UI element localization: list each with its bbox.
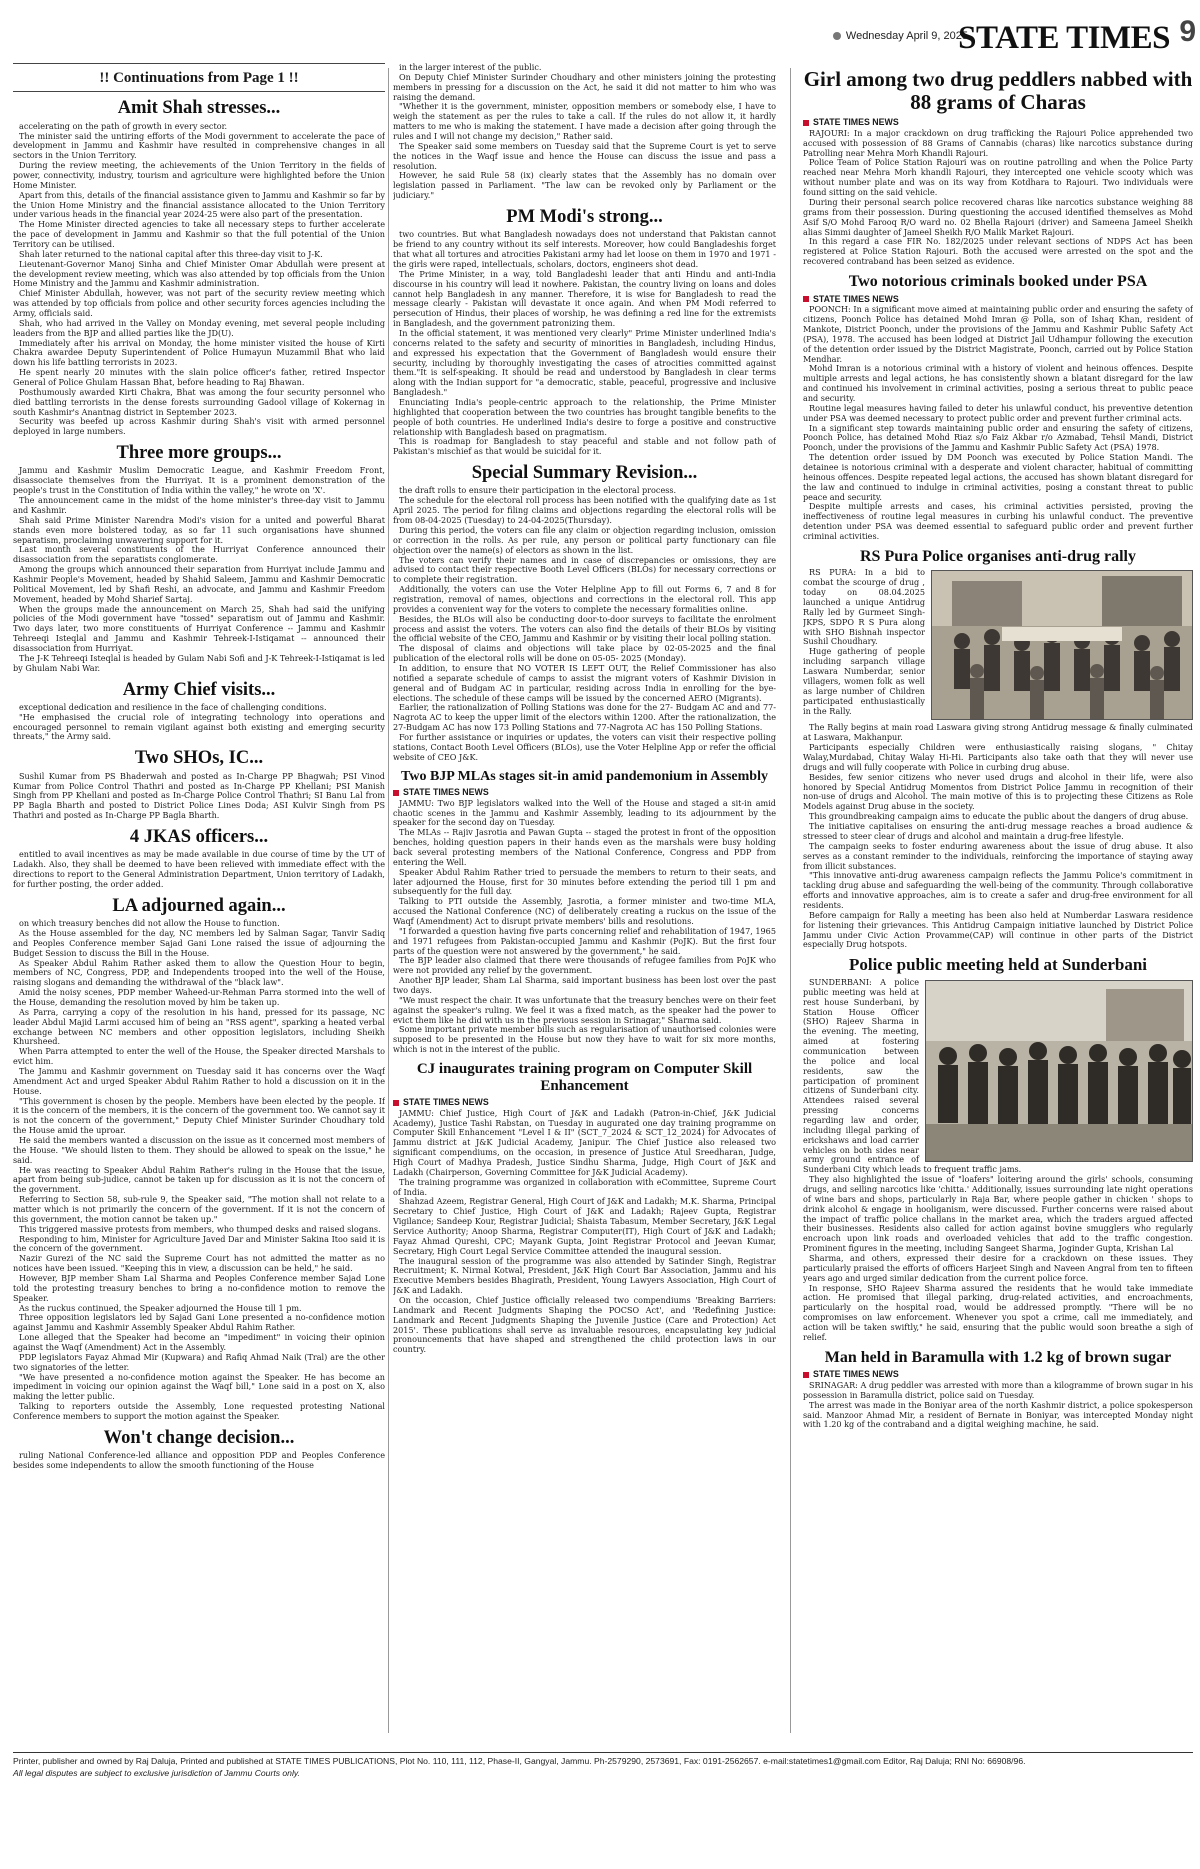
paragraph: Talking to PTI outside the Assembly, Jasrotia, a former minister and two-time MLA, accused the National Conference (NC) of deliberately creating a ruckus on the issue of the Waqf (Amendment) Act to disrupt private members' bills and resolutions. (393, 896, 776, 926)
paragraph: Talking to reporters outside the Assembly, Lone requested protesting National Conference members to support the motion against the Speaker. (13, 1401, 385, 1422)
paragraph: When the groups made the announcement on March 25, Shah had said the unifying policies of the Modi government have "tossed" separatism out of Jammu and Kashmir. Two days later, two more constituents of Hurriyat Conference -- Jammu and Kashmir Tehreeqi Isteqlal and Jammu and Kashmir Tehreek-I-Istiqamat -- announced their disassociation from Hurriyat. (13, 603, 385, 653)
paragraph: "Whether it is the government, minister, opposition members or somebody else, I have to weigh the statement as per the rules to take a call. If the rules do not allow it, it hardly matters to me who is making the statement. I have made a decision after going through the rules and I will not change my decision," Rather said. (393, 101, 776, 142)
paragraph: The MLAs -- Rajiv Jasrotia and Pawan Gupta -- staged the protest in front of the opposition benches, holding question papers in their hands even as the marshals were busy holding back several protesting members of the National Conference, Congress and PDP from entering the Well. (393, 827, 776, 867)
headline-army-chief: Army Chief visits... (122, 679, 276, 700)
square-bullet-icon (803, 120, 809, 126)
square-bullet-icon (393, 1100, 399, 1106)
bullet-icon (833, 32, 841, 40)
paragraph: The disposal of claims and objections will take place by 02-05-2025 and the final publication of the electoral rolls will be done on 05-05- 2025 (Monday). (393, 643, 776, 664)
meeting-group-image (926, 981, 1193, 1162)
headline-three-groups: Three more groups... (116, 443, 282, 464)
paragraph: SRINAGAR: A drug peddler was arrested with more than a kilogramme of brown sugar in his possession in Baramulla district, police said on Tuesday. (803, 1380, 1193, 1400)
paragraph: Sharma, and others, expressed their desire for a crackdown on these issues. They particularly praised the efforts of officers Harjeet Singh and Naveen Angral from ten to fifteen years ago and urged similar dedication from the current police force. (803, 1252, 1193, 1283)
paragraph: The inaugural session of the programme was also attended by Satinder Singh, Registrar Recruitment; K. Nirmal Kotwal, President, J&K High Court Bar Association, Jammu and his Executive Members besides Bhagirath, President, Young Lawyers Association, High Court of J&K and Ladakh. (393, 1255, 776, 1296)
paragraph: However, he said Rule 58 (ix) clearly states that the Assembly has no domain over legislation passed in Parliament. "The law can be revoked only by Parliament or the judiciary." (393, 170, 776, 201)
article-body (393, 486, 776, 762)
paragraph: This is roadmap for Bangladesh to stay peaceful and stable and not follow path of Pakistan's mischief as that would be suicidal for it. (393, 436, 776, 457)
paragraph: Some important private member bills such as regularisation of unauthorised colonies were supposed to be presented in the House but now they have to wait for six more months, which is not in the interest of the public. (393, 1024, 776, 1055)
paragraph: "This government is chosen by the people. Members have been elected by the people. If it is the concern of the members, it is the concern of the government too. We cannot say it is not the concern of the government," Deputy Chief Minister Surinder Choudhary told the House amid the uproar. (13, 1095, 385, 1136)
headline-two-shos: Two SHOs, IC... (134, 748, 264, 769)
paragraph: "He emphasised the crucial role of integrating technology into operations and encouraged personnel to remain vigilant against both existing and emerging security threats," the Army said. (13, 711, 385, 742)
paragraph: RS PURA: In a bid to combat the scourge of drug , today on 08.04.2025 launched a unique Antidrug Rally led by Gurmeet Singh-JKPS, SDPO R S Pura along with SHO Bishnah inspector Sushil Choudhary. (803, 567, 925, 647)
paragraph: During their personal search police recovered charas like narcotics substance weighing 88 grams from their possession. During questioning the accused identified themselves as Mohd Asif S/O Mohd Farooq R/O ward no. 02 Bhella Rajouri (driver) and Sameena Jameel Sheikh alias Simmi daughter of Jameel Sheikh R/O Malik Market Rajouri. (803, 196, 1193, 237)
headline-wont-change: Won't change decision... (103, 1427, 295, 1448)
paragraph: Speaker Abdul Rahim Rather tried to persuade the members to return to their seats, and later adjourned the House, first for 30 minutes before extending the period till 1 pm and subsequently for the full day. (393, 866, 776, 897)
paragraph: POONCH: In a significant move aimed at maintaining public order and ensuring the safety of citizens, Poonch Police has detained Mohd Imran @ Polla, son of Ishaq Khan, resident of Mankote, District Poonch, under the provisions of the Jammu and Kashmir Public Safety Act (PSA), 1978. The accused has been lodged at District Jail Udhampur following the execution of the detention order issued by the District Magistrate, Poonch, carried out by Police Station Mendhar. (803, 304, 1193, 364)
paragraph: This groundbreaking campaign aims to educate the public about the dangers of drug abuse. (809, 811, 1189, 822)
paragraph: For further assistance or inquiries or updates, the voters can visit their respective polling stations, Contact Booth Level Officers (BLOs), use the Voter Helpline App or refer the official website of CEO J&K. (393, 731, 776, 762)
paragraph: As the ruckus continued, the Speaker adjourned the House till 1 pm. (19, 1302, 302, 1313)
paragraph: They also highlighted the issue of "loafers" loitering around the girls' schools, consuming drugs, and selling narcotics like 'chitta.' Additionally, issues surrounding late night operations of wine bars and shops, particularly in Raja Bar, where people gather in chicken ' shops to drink alcohol & engage in hooliganism, were discussed. Further concerns were raised about the impact of traffic police challans in the market area, which the traders argued affected their businesses. Residents also called for action against bovine smugglers who regularly encroach upon link roads and overloaded vehicles that add to the traffic congestion. Prominent figures in the meeting, including Sangeet Sharma, Joginder Gupta, Krishan Lal (803, 1174, 1193, 1254)
paragraph: Immediately after his arrival on Monday, the home minister visited the house of Kirti Chakra awardee Deputy Superintendent of Police Humayun Muzammil Bhat who laid down his life battling terrorists in 2023. (13, 337, 385, 368)
paragraph: ruling National Conference-led alliance and opposition PDP and Peoples Conference besides some independents to allow the smooth functioning of the House (13, 1450, 385, 1471)
paragraph: Among the groups which announced their separation from Hurriyat include Jammu and Kashmir People's Movement, headed by Shahid Saleem, Jammu and Kashmir Democratic Political Movement, led by Shafi Reshi, an advocate, and Jammu and Kashmir Freedom Movement, headed by Mohd Sharief Sartaj. (13, 564, 385, 604)
paragraph: The schedule for the electoral roll process has been notified with the qualifying date as 1st April 2025. The period for filing claims and objections regarding the electoral rolls will be from 08-04-2025 (Tuesday) to 24-04-2025(Thursday). (393, 495, 776, 526)
article-body (13, 466, 385, 673)
article-body (803, 129, 1193, 267)
paragraph: On the occasion, Chief Justice officially released two compendiums 'Breaking Barriers: Landmark and Recent Judgments Shaping the POCSO Act', and 'Redefining Justice: Landmark and Recent Judgments Shaping the Juvenile Justice (Care and Protection) Act 2015'. These publications shall serve as invaluable resources, encapsulating key judicial pronouncements that have shaped and strengthened the child protection laws in our country. (393, 1295, 776, 1355)
paragraph: The detention order issued by DM Poonch was executed by Police Station Mandi. The detainee is notorious criminal with a desperate and violent character, habitual of committing heinous offences. Despite repeated legal actions, the accused has shown blatant disregard for the law and continued to indulge in criminal activities, posing a constant threat to public peace and security. (803, 452, 1193, 502)
square-bullet-icon (803, 1372, 809, 1378)
paragraph: SUNDERBANI: A police public meeting was held at rest house Sunderbani, by Station House Officer (SHO) Rajeev Sharma in the evening. The meeting, aimed at fostering communication between the police and local residents, saw the participation of prominent citizens of Sunderbani city. Attendees raised several pressing concerns regarding law and order, including illegal parking of erickshaws and load carrier vehicles on both sides near army ground entrance of Sunderbani City which leads to frequent traffic jams. (803, 976, 1022, 1175)
paragraph: Shah said Prime Minister Narendra Modi's vision for a united and powerful Bharat stands even more bolstered today, as so far 11 such organisations have shunned separatism, proclaiming unwavering support for it. (13, 514, 385, 545)
article-body (13, 772, 385, 821)
paragraph: On Deputy Chief Minister Surinder Choudhary and other ministers joining the protesting members in pressing for a discussion on the Act, he said it did not matter to him who was raising the demand. (393, 71, 776, 102)
rally-photo (931, 570, 1193, 720)
paragraph: The BJP leader also claimed that there were thousands of refugee families from PoJK who were not provided any relief by the government. (393, 955, 776, 976)
paragraph: Shah later returned to the national capital after this three-day visit to J-K. (19, 248, 323, 259)
paragraph: Chief Minister Abdullah, however, was not part of the security review meeting which was attended by top officials from police and other security forces agencies including the Army, officials said. (13, 288, 385, 318)
paragraph: Jammu and Kashmir Muslim Democratic League, and Kashmir Freedom Front, disassociate themselves from the Hurriyat. It is a prominent demonstration of the people's trust in the Constitution of India within the valley," he wrote on 'X'. (13, 465, 385, 496)
paragraph: the draft rolls to ensure their participation in the electoral process. (399, 485, 677, 496)
rally-crowd-image (932, 571, 1193, 720)
paragraph: Sushil Kumar from PS Bhaderwah and posted as In-Charge PP Bhagwah; PSI Vinod Kumar from Police Control Thathri and posted as In-Charge PP Khellani; PSI Manish Singh from PP Khellani and posted as In-Charge Police Control Thathri; SI Banu Lal from PP Bagla Bharth and posted to District Police Lines Doda; ASI Kulvir Singh from PS Thathri and posted as In-Charge PP Bagla Bharth. (13, 770, 385, 821)
article-body (803, 305, 1193, 542)
paragraph: Lieutenant-Governor Manoj Sinha and Chief Minister Omar Abdullah were present at the development review meeting, which was also attended by top officials from the Union Home Ministry and the Jammu and Kashmir administration. (13, 258, 385, 289)
paragraph: The arrest was made in the Boniyar area of the north Kashmir district, a police spokesperson said. Manzoor Ahmad Mir, a resident of Bernate in Boniyar, was intercepted Monday night with 1.20 kg of the contraband and a digital weighing machine, he said. (803, 1399, 1193, 1430)
byline: STATE TIMES NEWS (393, 1097, 776, 1108)
byline: STATE TIMES NEWS (803, 294, 1193, 305)
article-body (803, 1175, 1193, 1343)
continuations-heading: !! Continuations from Page 1 !! (13, 63, 385, 92)
paragraph: accelerating on the path of growth in every sector. (19, 120, 228, 131)
paragraph: During this period, the voters can file any claim or objection regarding inclusion, omission or correction in the rolls. As per rule, any person or political party functionary can file objection over the name(s) of electors as shown in the list. (393, 524, 776, 555)
paragraph: Nazir Gurezi of the NC said the Supreme Court has not admitted the matter as no notices have been issued. "Keeping this in view, a discussion can be held," he said. (13, 1253, 385, 1274)
headline-drug-peddlers: Girl among two drug peddlers nabbed with 88 grams of Charas (803, 67, 1193, 115)
paragraph: Security was beefed up across Kashmir during Shah's visit with armed personnel deployed in large numbers. (13, 416, 385, 437)
article-body (13, 850, 385, 889)
paragraph: exceptional dedication and resilience in the face of challenging conditions. (19, 701, 327, 712)
paragraph: As Parra, carrying a copy of the resolution in his hand, pressed for its passage, NC leader Abdul Majid Larmi accused him of being an "RSS agent", sparking a heated verbal exchange between NC members and other opposition legislators, including Sheikh Khursheed. (13, 1006, 385, 1047)
paragraph: "We must respect the chair. It was unfortunate that the treasury benches were on their feet against the speaker's ruling. We feel it was a fixed match, as the speaker had the power to evict them like he did with us in the previous session in Srinagar," Sharma said. (393, 994, 776, 1025)
paragraph: RAJOURI: In a major crackdown on drug trafficking the Rajouri Police apprehended two accused with possession of 88 Grams of Cannabis (charas) like narcotics substance during Patrolling near Mehra Morh Khandli Rajouri. (803, 127, 1193, 158)
paragraph: Another BJP leader, Sham Lal Sharma, said important business has been lost over the past two days. (393, 975, 776, 995)
paragraph: Posthumously awarded Kirti Chakra, Bhat was among the four security personnel who died battling terrorists in the dense forests surrounding Gadool village of Kokernag in south Kashmir's Anantnag district in September 2023. (13, 386, 385, 417)
paragraph: The Jammu and Kashmir government on Tuesday said it has concerns over the Waqf Amendment Act and urged Speaker Abdul Rahim Rather to hold a discussion on it in the House. (13, 1065, 385, 1096)
article-body (13, 1451, 385, 1471)
article-body (13, 122, 385, 438)
paragraph: The Speaker said some members on Tuesday said that the Supreme Court is yet to serve the notices in the Waqf issue and hence the House can discuss the issue and pass a resolution. (393, 140, 776, 171)
byline: STATE TIMES NEWS (803, 117, 1193, 128)
headline-amit-shah: Amit Shah stresses... (117, 98, 281, 119)
square-bullet-icon (803, 296, 809, 302)
paragraph: JAMMU: Two BJP legislators walked into the Well of the House and staged a sit-in amid chaotic scenes in the Jammu and Kashmir Assembly, leading to its adjournment by the speaker for the second day on Tuesday. (393, 797, 776, 828)
paragraph: He was reacting to Speaker Abdul Rahim Rather's ruling in the House that the issue, apart from being sub-judice, cannot be taken up for discussion as it is not the concern of the government. (13, 1164, 385, 1195)
paragraph: The Prime Minister, in a way, told Bangladeshi leader that anti Hindu and anti-India discourse in his country will lead it nowhere. Pakistan, the country living on loans and doles cannot help Bangladesh in any manner. Therefore, it is wise for Bangladesh to read the message clearly - Pakistan will devastate it once again. And when PM Modi referred to persecution of Hindus, their places of worship, he was defining a red line for the extremists in Bangladesh, and the government patronizing them. (393, 268, 776, 329)
paragraph: In addition, to ensure that NO VOTER IS LEFT OUT, the Relief Commissioner has also notified a separate schedule of camps to assist the migrant voters of Kashmir Division in general and of Budgam AC in particular, residing across India in enrolling for the bye-elections. The schedule of these camps will be issued by the concerned AERO (Migrants). (393, 662, 776, 703)
paragraph: He said the members wanted a discussion on the issue as it concerned most members of the House. "We should listen to them. They should be allowed to speak on the issue," he said. (13, 1134, 385, 1165)
paragraph: Last month several constituents of the Hurriyat Conference announced their disassociation from the separatists conglomerate. (13, 544, 385, 565)
headline-la-adjourned: LA adjourned again... (112, 895, 286, 916)
article-body (803, 723, 1193, 950)
paragraph: JAMMU: Chief Justice, High Court of J&K and Ladakh (Patron-in-Chief, J&K Judicial Academy), Justice Tashi Rabstan, on Tuesday in augurated one day training programme on Computer Skill Enhancement "Level I & II" (SCT_7_2024 & SCT_12_2024) for Advocates of Jammu district at J&K Judicial Academy, Janipur. The Chief Justice also released two significant compendiums, on the occasion, in presence of Justice Atul Sreedharan, Judge, High Court of Madhya Pradesh, Justice Sindhu Sharma, Judge, High Court of J&K and Ladakh (Chairperson, Governing Committee for J&K Judicial Academy). (393, 1107, 776, 1177)
paragraph: Huge gathering of people including sarpanch village Laswara Numberdar, senior villagers, women folk as well as large number of Children participated enthusiastically in the Rally. (803, 646, 925, 716)
paragraph: PDP legislators Fayaz Ahmad Mir (Kupwara) and Rafiq Ahmad Naik (Tral) are the other two signatories of the letter. (13, 1351, 385, 1372)
column-continuations (13, 63, 385, 1738)
headline-cj-training: CJ inaugurates training program on Computer Skill Enhancement (416, 1061, 753, 1094)
paragraph: Besides, the BLOs will also be conducting door-to-door surveys to facilitate the enrolment process and assist the voters. The voters can also find the details of their BLOs by visiting the official website of the CEO, Jammu and Kashmir or by visiting their local polling station. (393, 613, 776, 644)
paragraph: "We have presented a no-confidence motion against the Speaker. He has become an impediment in voicing our opinion against the Waqf bill," Lone said in a post on X, also making the letter public. (13, 1371, 385, 1402)
article-body (393, 1109, 776, 1355)
edition-date: Wednesday April 9, 2025 (833, 30, 968, 43)
paragraph: The voters can verify their names and in case of discrepancies or omissions, they are advised to contact their respective Booth Level Officers (BLOs) for necessary corrections or to complete their registration. (393, 554, 776, 585)
paragraph: However, BJP member Sham Lal Sharma and Peoples Conference member Sajad Lone told the protesting treasury benches to bring a no-confidence motion to remove the Speaker. (13, 1273, 385, 1303)
paragraph: The minister said the untiring efforts of the Modi government to accelerate the pace of development in Jammu and Kashmir have resulted in comprehensive changes in all sectors in the Union Territory. (13, 130, 385, 161)
paragraph: The training programme was organized in collaboration with eCommittee, Supreme Court of India. (393, 1176, 776, 1197)
byline: STATE TIMES NEWS (803, 1369, 1193, 1380)
article-body (393, 230, 776, 457)
column-middle (393, 63, 776, 1738)
paragraph: Despite multiple arrests and cases, his criminal activities persisted, proving the ineffectiveness of routine legal measures in curbing his unlawful conduct. The preventive detention under PSA was deemed essential to safeguard public order and prevent further criminal activities. (803, 501, 1193, 542)
paragraph: Lone alleged that the Speaker had become an "impediment" in voicing their opinion against the Waqf (Amendment) Act in the Assembly. (13, 1332, 385, 1353)
paragraph: Responding to him, Minister for Agriculture Javed Dar and Minister Sakina Itoo said it is the concern of the government. (13, 1233, 385, 1254)
imprint-line: Printer, publisher and owned by Raj Daluja, Printed and published at STATE TIMES PUBLICATIONS, Plot No. 110, 111, 112, Phase-II, Gangyal, Jammu. Ph-2579290, 2573691, Fax: 0191-2562657. e-mail:statetimes1@gmail.com Editor, Raj Daluja; RNI No: 66908/96. (13, 1756, 1026, 1766)
paragraph: Enunciating India's people-centric approach to the relationship, the Prime Minister highlighted that cooperation between the two countries has brought tangible benefits to the people of both countries. He underlined India's desire to forge a positive and constructive relationship with Bangladesh based on pragmatism. (393, 396, 776, 437)
article-body (393, 63, 776, 201)
paragraph: The Home Minister directed agencies to take all necessary steps to further accelerate the pace of development in Jammu and Kashmir so that the full potential of the Union Territory can be utilised. (13, 219, 385, 249)
paragraph: Participants especially Children were enthusiastically raising slogans, " Chitay Walay,Murdabad, Chitay Walay Hi-Hi. Participants also take oath that they will never use drugs and will fully cooperate with Police in curbing drug abuse. (803, 742, 1193, 772)
column-right (803, 66, 1193, 1741)
square-bullet-icon (393, 790, 399, 796)
jurisdiction-note: All legal disputes are subject to exclusive jurisdiction of Jammu Courts only. (13, 1767, 300, 1778)
byline: STATE TIMES NEWS (393, 787, 776, 798)
paragraph: in the larger interest of the public. (399, 63, 542, 72)
paragraph: Referring to Section 58, sub-rule 9, the Speaker said, "The motion shall not relate to a matter which is not primarily the concern of the government. If it is not the concern of this government, the motion cannot be taken up." (13, 1194, 385, 1224)
paragraph: The announcement came in the midst of the home minister's three-day visit to Jammu and Kashmir. (13, 495, 385, 515)
headline-pm-modi: PM Modi's strong... (506, 207, 663, 228)
paragraph: "This innovative anti-drug awareness campaign reflects the Jammu Police's commitment in tackling drug abuse and safeguarding the well-being of the community. Through collaborative efforts and innovative approaches, aim is to create a safer and drug-free environment for all residents. (803, 870, 1193, 910)
headline-baramulla: Man held in Baramulla with 1.2 kg of brown sugar (824, 1348, 1172, 1366)
paragraph: He spent nearly 20 minutes with the slain police officer's father, retired Inspector General of Police Ghulam Hassan Bhat, before heading to Raj Bhawan. (13, 367, 385, 387)
paragraph: When Parra attempted to enter the well of the House, the Speaker directed Marshals to evict him. (13, 1046, 385, 1067)
paragraph: Amid the noisy scenes, PDP member Waheed-ur-Rehman Parra stormed into the well of the House, demanding the resolution moved by him be taken up. (13, 987, 385, 1007)
paragraph: As the House assembled for the day, NC members led by Salman Sagar, Tanvir Sadiq and Peoples Conference member Sajad Gani Lone raised the issue of adjourning the Budget Session to discuss the Bill in the House. (13, 927, 385, 958)
article-body (393, 799, 776, 1055)
headline-psa: Two notorious criminals booked under PSA (848, 272, 1148, 290)
paragraph: As Speaker Abdul Rahim Rather asked them to allow the Question Hour to begin, members of NC, Congress, PDP, and Independents trooped into the well of the House, raising slogans and demanding the withdrawal of the "black law". (13, 957, 385, 988)
paragraph: two countries. But what Bangladesh nowadays does not understand that Pakistan cannot be friend to any country without its self interests. Moreover, how could Bangladeshis forget that what all tortures and atrocities Pakistani army had let loose on them in 1970 and 1971 - the girls were raped, intellectuals, scholars, doctors, engineers shot dead. (393, 229, 776, 269)
paragraph: Earlier, the rationalization of Polling Stations was done for the 27- Budgam AC and and 77-Nagrota AC to keep the upper limit of the electors within 1200. After the rationalization, the 27-Budgam AC has now 173 Polling Stations and 77-Nagrota AC has 150 Polling Stations. (393, 702, 776, 733)
paragraph: The campaign seeks to foster enduring awareness about the issue of drug abuse. It also serves as a constant reminder to the individuals, reinforcing the importance of staying away from illicit substances. (803, 840, 1193, 871)
paragraph: During the review meeting, the achievements of the Union Territory in the fields of power, connectivity, industry, tourism and agriculture were highlighted before the Union Home Minister. (13, 160, 385, 190)
paragraph: In this regard a case FIR No. 182/2025 under relevant sections of NDPS Act has been registered at Police Station Rajouri. Both the accused were arrested on the spot and the recovered contraband has been seized as evidence. (803, 236, 1193, 267)
article-body (13, 703, 385, 742)
paragraph: on which treasury benches did not allow the House to function. (19, 918, 280, 929)
paragraph: Shahzad Azeem, Registrar General, High Court of J&K and Ladakh; M.K. Sharma, Principal Secretary to Chief Justice, High Court of J&K and Ladakh; Rajeev Gupta, Registrar Vigilance; Sandeep Kour, Registrar Judicial; Shaista Tabasum, Member Secretary, J&K Legal Service Authority; Anoop Sharma, Registrar Computer(IT), High Court of J&K and Ladakh; Fayaz Ahmad Qureshi, CPC; Mayank Gupta, Joint Registrar Protocol and Jeevan Kumar, Secretary, High Court Legal Service Committee attended the inaugural session. (393, 1196, 776, 1256)
paragraph: Apart from this, details of the financial assistance given to Jammu and Kashmir so far by the Union Home Ministry and the financial assistance allocated to the Union Territory under various heads in the financial year 2024-25 were also part of the presentation. (13, 189, 385, 220)
column-divider (388, 68, 389, 1733)
paragraph: The Rally begins at main road Laswara giving strong Antidrug message & finally culminated at Laswara, Makhanpur. (803, 722, 1193, 743)
article-body (803, 1381, 1193, 1430)
newspaper-logo: STATE TIMES (958, 20, 1170, 56)
paragraph: Additionally, the voters can use the Voter Helpline App to fill out Forms 6, 7 and 8 for registration, removal of names, objections and corrections in the electoral roll. This app provides a convenient way for the voters to complete the necessary formalities online. (393, 584, 776, 614)
headline-sunderbani: Police public meeting held at Sunderbani (849, 955, 1147, 975)
paragraph: In response, SHO Rajeev Sharma assured the residents that he would take immediate action. He promised that illegal parking, drug-related activities, and encroachments, particularly on the hospital road, would be addressed promptly. "There will be no compromises on law enforcement. Whenever you spot a crime, call me immediately, and action will be taken swiftly," he said, ensuring that the public would soon breathe a sigh of relief. (803, 1282, 1193, 1342)
paragraph: This triggered massive protests from members, who thumped desks and raised slogans. (19, 1223, 381, 1234)
paragraph: Three opposition legislators led by Sajad Gani Lone presented a no-confidence motion against Jammu and Kashmir Assembly Speaker Abdul Rahim Rather. (13, 1312, 385, 1333)
column-divider (790, 68, 791, 1733)
meeting-photo (925, 980, 1193, 1162)
masthead (0, 0, 1200, 56)
paragraph: Police Team of Police Station Rajouri was on routine patrolling and when the Police Party reached near Mehra Morh khandli Rajouri, they intercepted one vehicle scooty which was without number plate and was on its way from Kotdhara to Rajouri. Two individuals were found sitting on the said vehicle. (803, 157, 1193, 198)
headline-jkas-officers: 4 JKAS officers... (129, 826, 269, 847)
article-body (13, 919, 385, 1422)
paragraph: Before campaign for Rally a meeting has been also held at Numberdar Laswara residence for listening their grievances. This Antidrug Campaign initiative launched by District Police Jammu under Civic Action Provamme(CAP) will continue in other parts of the District especially Drug hotspots. (803, 909, 1193, 950)
paragraph: Routine legal measures having failed to deter his unlawful conduct, his preventive detention under PSA was deemed necessary to protect public order and prevent further criminal acts. (803, 402, 1193, 423)
paragraph: The J-K Tehreeqi Isteqlal is headed by Gulam Nabi Sofi and J-K Tehreek-I-Istiqamat is led by Ghulam Nabi War. (13, 652, 385, 673)
headline-bjp-mlas: Two BJP MLAs stages sit-in amid pandemonium in Assembly (401, 768, 768, 784)
paragraph: Besides, few senior citizens who never used drugs and alcohol in their life, were also honored by Special Antidrug Momentos from District Police Jammu in recognition of their non-use of drugs and Alcohol. The main motive of this is to projecting these Citizens as Role Models against Drug abuse in the society. (803, 771, 1193, 812)
paragraph: Shah, who had arrived in the Valley on Monday evening, met several people including leaders from the BJP and allied parties like the JD(U). (13, 317, 385, 338)
headline-rs-pura: RS Pura Police organises anti-drug rally (860, 547, 1136, 565)
paragraph: entitled to avail incentives as may be made available in due course of time by the UT of Ladakh. Also, they shall be deemed to have been relieved with immediate effect with the directions to report to the General Administration Department, Union territory of Ladakh, for further posting, the order added. (13, 849, 385, 889)
paragraph: In the official statement, it was mentioned very clearly" Prime Minister underlined India's concerns related to the safety and security of minorities in Bangladesh, including Hindus, and expressed his expectation that the Government of Bangladesh would ensure their security, including by thoroughly investigating the cases of atrocities committed against them."It is self-speaking. It should be read and understood by Bangladesh in clear terms along with the Indian support for "a democratic, stable, peaceful, progressive and inclusive Bangladesh." (393, 327, 776, 398)
paragraph: "I forwarded a question having five parts concerning relief and rehabilitation of 1947, 1965 and 1971 refugees from Pakistan-occupied Jammu and Kashmir (PoJK). But the first four parts of the question were not answered by the government," he said. (393, 925, 776, 956)
paragraph: Mohd Imran is a notorious criminal with a history of violent and heinous offences. Despite multiple arrests and legal actions, he has consistently shown a blatant disregard for the law and continued his involvement in criminal activities, posing a serious threat to public peace and security. (803, 363, 1193, 403)
imprint-footer (13, 1752, 1193, 1779)
paragraph: In a significant step towards maintaining public order and ensuring the safety of citizens, Poonch Police, has detained Mohd Riaz s/o Faiz Akbar r/o Azmabad, Tehsil Mandi, District Poonch, under the provisions of the Jammu and Kashmir Public Safety Act (PSA) 1978. (803, 422, 1193, 453)
paragraph: The initiative capitalises on ensuring the anti-drug message reaches a broad audience & stressed to steer clear of drugs and alcohol and maintain a drug-free lifestyle. (803, 821, 1193, 841)
headline-special-summary: Special Summary Revision... (471, 463, 698, 484)
page-number: 9 (1179, 15, 1196, 48)
